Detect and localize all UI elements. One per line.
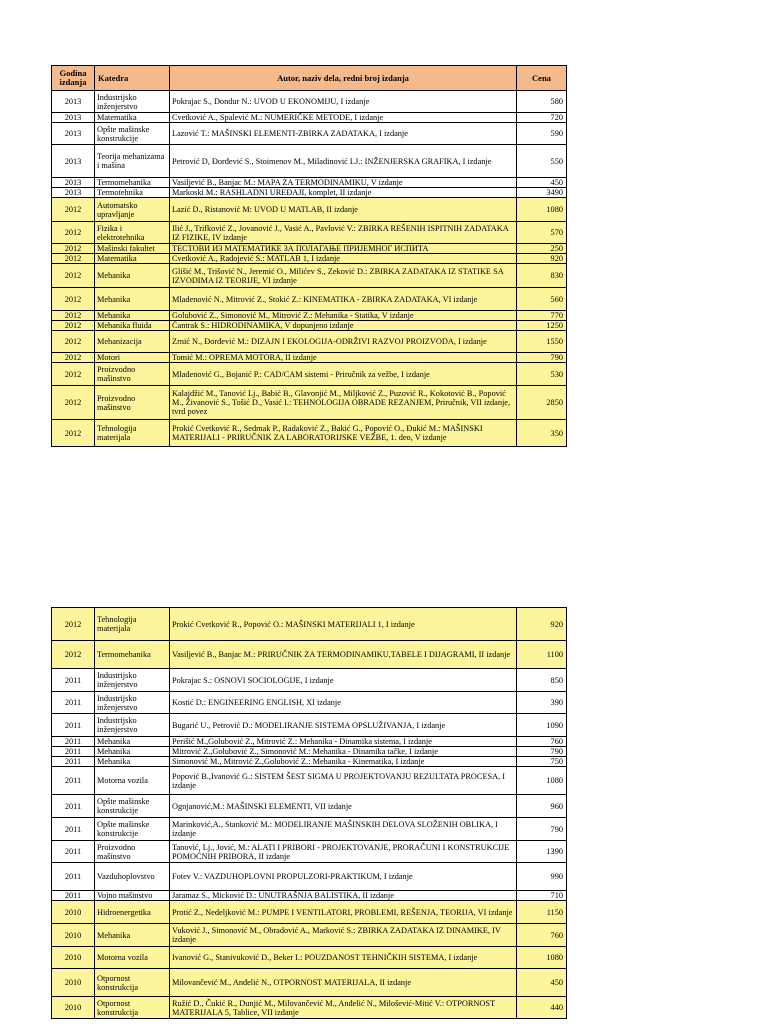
cell-katedra: Industrijsko inženjerstvo xyxy=(95,692,170,714)
cell-author: Kostić D.: ENGINEERING ENGLISH, XI izdanje xyxy=(170,692,517,714)
cell-author: Simonović M., Mitrović Z.,Golubović Z.: Mehanika - Kinematika, I izdanje xyxy=(170,757,517,767)
cell-year: 2010 xyxy=(52,901,95,924)
cell-author: Prokić Cvetković R., Popović O.: MAŠINSKI MATERIJALI 1, I izdanje xyxy=(170,608,517,641)
cell-katedra: Mehanika xyxy=(95,288,170,311)
cell-author: Bugarić U., Petrović D.: MODELIRANJE SISTEMA OPSLUŽIVANJA, I izdanje xyxy=(170,714,517,737)
cell-year: 2012 xyxy=(52,264,95,288)
cell-year: 2013 xyxy=(52,123,95,145)
cell-author: Jaramaz S., Micković D.: UNUTRAŠNJA BALISTIKA, II izdanje xyxy=(170,891,517,901)
cell-price: 1080 xyxy=(517,947,567,969)
cell-price: 2850 xyxy=(517,386,567,420)
cell-author: Mladenović G., Bojanić P.: CAD/CAM sistemi - Priručnik za vežbe, I izdanje xyxy=(170,363,517,386)
cell-price: 530 xyxy=(517,363,567,386)
cell-year: 2012 xyxy=(52,222,95,244)
cell-year: 2012 xyxy=(52,254,95,264)
cell-author: Petrović D, Đorđević S., Stoimenov M., Miladinović LJ.: INŽENJERSKA GRAFIKA, I izdanje xyxy=(170,145,517,178)
table-row xyxy=(52,767,567,795)
cell-price: 790 xyxy=(517,818,567,841)
table-row xyxy=(52,714,567,737)
cell-year: 2013 xyxy=(52,145,95,178)
cell-author: Glišić M., Trišović N., Jeremić O., Milićev S., Zeković D.: ZBIRKA ZADATAKA IZ STATIKE SA IZVODIMA IZ TEORIJE, VI izdanje xyxy=(170,264,517,288)
book-price-table-1 xyxy=(51,65,567,447)
cell-year: 2011 xyxy=(52,714,95,737)
cell-year: 2011 xyxy=(52,818,95,841)
cell-katedra: Otpornost konstrukcija xyxy=(95,997,170,1019)
cell-katedra: Mehanika xyxy=(95,757,170,767)
cell-price: 790 xyxy=(517,747,567,757)
cell-katedra: Mehanika fluida xyxy=(95,321,170,331)
cell-price: 750 xyxy=(517,757,567,767)
cell-author: Protić Z., Nedeljković M.: PUMPE I VENTILATORI, PROBLEMI, REŠENJA, TEORIJA, VI izdanje xyxy=(170,901,517,924)
cell-author: Lazović T.: MAŠINSKI ELEMENTI-ZBIRKA ZADATAKA, I izdanje xyxy=(170,123,517,145)
cell-price: 710 xyxy=(517,891,567,901)
cell-katedra: Proizvodno mašinstvo xyxy=(95,363,170,386)
cell-katedra: Mašinski fakultet xyxy=(95,244,170,254)
cell-price: 350 xyxy=(517,420,567,447)
table-row xyxy=(52,891,567,901)
cell-price: 1100 xyxy=(517,641,567,669)
cell-year: 2010 xyxy=(52,947,95,969)
cell-katedra: Hidroenergetika xyxy=(95,901,170,924)
cell-katedra: Mehanika xyxy=(95,747,170,757)
cell-katedra: Vazduhoplovstvo xyxy=(95,863,170,891)
cell-author: Vuković J., Simonović M., Obradović A., Marković S.: ZBIRKA ZADATAKA IZ DINAMIKE, IV izdanje xyxy=(170,924,517,947)
cell-author: Markoski M.: RASHLADNI UREĐAJI, komplet, II izdanje xyxy=(170,188,517,198)
cell-year: 2010 xyxy=(52,969,95,997)
table-row xyxy=(52,947,567,969)
table-row xyxy=(52,288,567,311)
cell-author: Golubović Z., Simonović M., Mitrović Z.: Mehanika - Statika, V izdanje xyxy=(170,311,517,321)
cell-author: Tomić M.: OPREMA MOTORA, II izdanje xyxy=(170,353,517,363)
cell-katedra: Motorna vozila xyxy=(95,767,170,795)
cell-author: Milovančević M., Anđelić N., OTPORNOST MATERIJALA, II izdanje xyxy=(170,969,517,997)
cell-price: 450 xyxy=(517,969,567,997)
cell-year: 2013 xyxy=(52,188,95,198)
cell-year: 2011 xyxy=(52,795,95,818)
cell-author: Ilić J., Trifković Z., Jovanović J., Vasić A., Pavlović V.: ZBIRKA REŠENIH ISPITNIH ZADATAKA IZ FIZIKE, IV izdanje xyxy=(170,222,517,244)
cell-price: 920 xyxy=(517,254,567,264)
cell-katedra: Proizvodno mašinstvo xyxy=(95,841,170,863)
table-row xyxy=(52,331,567,353)
cell-katedra: Mehanika xyxy=(95,311,170,321)
cell-year: 2011 xyxy=(52,747,95,757)
cell-year: 2012 xyxy=(52,198,95,222)
cell-author: Ružić D., Čukić R., Dunjić M., Milovančević M., Anđelić N., Milošević-Mitić V.: OTPORNOST MATERIJALA 5, Tablice, VII izdanje xyxy=(170,997,517,1019)
cell-year: 2013 xyxy=(52,178,95,188)
cell-price: 760 xyxy=(517,737,567,747)
cell-author: Kalajdžić M., Tanović Lj., Babić B., Glavonjić M., Miljković Z., Puzović R., Kokotović B., Popović M., Živanović S., Tošić D., Vasić I.: TEHNOLOGIJA OBRADE REZANJEM, Priručnik, VII izdanje, tvrd povez xyxy=(170,386,517,420)
cell-katedra: Termomehanika xyxy=(95,178,170,188)
cell-year: 2012 xyxy=(52,311,95,321)
table-row xyxy=(52,353,567,363)
table-row xyxy=(52,91,567,113)
cell-price: 960 xyxy=(517,795,567,818)
cell-author: Tanović, Lj., Jović, M.: ALATI I PRIBORI - PROJEKTOVANJE, PRORAČUNI I KONSTRUKCIJE POMOĆNIH PRIBORA, II izdanje xyxy=(170,841,517,863)
cell-year: 2012 xyxy=(52,321,95,331)
table-row xyxy=(52,188,567,198)
cell-katedra: Tehnologija materijala xyxy=(95,608,170,641)
cell-katedra: Industrijsko inženjerstvo xyxy=(95,669,170,692)
table-row xyxy=(52,924,567,947)
table-row xyxy=(52,997,567,1019)
cell-katedra: Teorija mehanizama i mašina xyxy=(95,145,170,178)
cell-price: 390 xyxy=(517,692,567,714)
cell-katedra: Industrijsko inženjerstvo xyxy=(95,714,170,737)
cell-year: 2012 xyxy=(52,353,95,363)
cell-author: Mladenović N., Mitrović Z., Stokić Z.: KINEMATIKA - ZBIRKA ZADATAKA, VI izdanje xyxy=(170,288,517,311)
table-row xyxy=(52,641,567,669)
cell-price: 550 xyxy=(517,145,567,178)
cell-katedra: Opšte mašinske konstrukcije xyxy=(95,795,170,818)
header-author: Autor, naziv dela, redni broj izdanja xyxy=(170,66,517,91)
cell-year: 2011 xyxy=(52,767,95,795)
cell-katedra: Automatsko upravljanje xyxy=(95,198,170,222)
cell-author: Zrnić N., Đorđević M.: DIZAJN I EKOLOGIJA-ODRŽIVI RAZVOJ PROIZVODA, I izdanje xyxy=(170,331,517,353)
table-row xyxy=(52,386,567,420)
cell-price: 440 xyxy=(517,997,567,1019)
cell-year: 2012 xyxy=(52,420,95,447)
cell-katedra: Tehnologija materijala xyxy=(95,420,170,447)
cell-price: 830 xyxy=(517,264,567,288)
cell-price: 590 xyxy=(517,123,567,145)
table-row xyxy=(52,901,567,924)
cell-year: 2013 xyxy=(52,113,95,123)
cell-year: 2011 xyxy=(52,737,95,747)
table-row xyxy=(52,145,567,178)
cell-price: 1090 xyxy=(517,714,567,737)
cell-katedra: Opšte mašinske konstrukcije xyxy=(95,818,170,841)
cell-author: Vasiljević B., Banjac M.: PRIRUČNIK ZA TERMODINAMIKU,TABELE I DIJAGRAMI, II izdanje xyxy=(170,641,517,669)
cell-katedra: Motorna vozila xyxy=(95,947,170,969)
table-body-2 xyxy=(52,608,567,1019)
table-body-1 xyxy=(52,91,567,447)
cell-author: Fotev V.: VAZDUHOPLOVNI PROPULZORI-PRAKTIKUM, I izdanje xyxy=(170,863,517,891)
header-year: Godina izdanja xyxy=(52,66,95,91)
cell-katedra: Termomehanika xyxy=(95,641,170,669)
cell-price: 720 xyxy=(517,113,567,123)
cell-author: Ognjanović,M.: MAŠINSKI ELEMENTI, VII izdanje xyxy=(170,795,517,818)
cell-price: 1080 xyxy=(517,198,567,222)
cell-year: 2011 xyxy=(52,757,95,767)
cell-price: 1390 xyxy=(517,841,567,863)
cell-price: 1080 xyxy=(517,767,567,795)
cell-katedra: Fizika i elektrotehnika xyxy=(95,222,170,244)
cell-katedra: Mehanizacija xyxy=(95,331,170,353)
header-price: Cena xyxy=(517,66,567,91)
cell-katedra: Mehanika xyxy=(95,264,170,288)
table-row xyxy=(52,178,567,188)
book-price-table-2 xyxy=(51,607,567,1019)
cell-katedra: Matematika xyxy=(95,113,170,123)
table-row xyxy=(52,244,567,254)
table-row xyxy=(52,113,567,123)
table-row xyxy=(52,669,567,692)
table-row xyxy=(52,420,567,447)
cell-price: 250 xyxy=(517,244,567,254)
cell-katedra: Otpornost konstrukcija xyxy=(95,969,170,997)
cell-author: Lazić D., Ristanović M: UVOD U MATLAB, II izdanje xyxy=(170,198,517,222)
cell-year: 2012 xyxy=(52,363,95,386)
cell-author: Ivanović G., Stanivuković D., Beker I.: POUZDANOST TEHNIČKIH SISTEMA, I izdanje xyxy=(170,947,517,969)
cell-price: 580 xyxy=(517,91,567,113)
cell-price: 450 xyxy=(517,178,567,188)
cell-katedra: Motori xyxy=(95,353,170,363)
cell-katedra: Opšte mašinske konstrukcije xyxy=(95,123,170,145)
header-katedra: Katedra xyxy=(95,66,170,91)
cell-author: Popović B.,Ivanović G.: SISTEM ŠEST SIGMA U PROJEKTOVANJU REZULTATA PROCESA, I izdanje xyxy=(170,767,517,795)
table-row xyxy=(52,818,567,841)
cell-year: 2010 xyxy=(52,997,95,1019)
cell-author: Cvetković A., Spalević M.: NUMERIČKE METODE, I izdanje xyxy=(170,113,517,123)
cell-year: 2012 xyxy=(52,331,95,353)
cell-author: Prokić Cvetković R., Sedmak P., Radaković Z., Bakić G., Popović O., Đukić M.: MAŠINSKI MATERIJALI - PRIRUČNIK ZA LABORATORIJSKE VEŽBE, 1. deo, V izdanje xyxy=(170,420,517,447)
cell-katedra: Mehanika xyxy=(95,924,170,947)
table-row xyxy=(52,692,567,714)
table-row xyxy=(52,863,567,891)
cell-katedra: Vojno mašinstvo xyxy=(95,891,170,901)
cell-author: ТЕСТОВИ ИЗ МАТЕМАТИКЕ ЗА ПОЛАГАЊЕ ПРИЈЕМНОГ ИСПИТА xyxy=(170,244,517,254)
cell-katedra: Matematika xyxy=(95,254,170,264)
table-row xyxy=(52,747,567,757)
cell-author: Pokrajac S., Dondur N.: UVOD U EKONOMIJU, I izdanje xyxy=(170,91,517,113)
cell-katedra: Mehanika xyxy=(95,737,170,747)
cell-author: Vasiljević B., Banjac M.: MAPA ZA TERMODINAMIKU, V izdanje xyxy=(170,178,517,188)
cell-year: 2011 xyxy=(52,891,95,901)
cell-price: 1550 xyxy=(517,331,567,353)
cell-price: 790 xyxy=(517,353,567,363)
cell-year: 2012 xyxy=(52,244,95,254)
cell-price: 1150 xyxy=(517,901,567,924)
cell-author: Pokrajac S.: OSNOVI SOCIOLOGIJE, I izdanje xyxy=(170,669,517,692)
cell-price: 990 xyxy=(517,863,567,891)
table-row xyxy=(52,363,567,386)
cell-year: 2010 xyxy=(52,924,95,947)
cell-author: Mitrović Z.,Golubović Z., Simonović M.: Mehanika - Dinamika tačke, I izdanje xyxy=(170,747,517,757)
cell-author: Cvetković A., Radojević S.: MATLAB 1, I izdanje xyxy=(170,254,517,264)
cell-katedra: Proizvodno mašinstvo xyxy=(95,386,170,420)
table-row xyxy=(52,254,567,264)
table-row xyxy=(52,757,567,767)
table-row xyxy=(52,123,567,145)
cell-year: 2012 xyxy=(52,608,95,641)
cell-year: 2011 xyxy=(52,863,95,891)
cell-katedra: Industrijsko inženjerstvo xyxy=(95,91,170,113)
cell-year: 2011 xyxy=(52,669,95,692)
table-row xyxy=(52,222,567,244)
cell-year: 2013 xyxy=(52,91,95,113)
cell-year: 2012 xyxy=(52,386,95,420)
cell-price: 760 xyxy=(517,924,567,947)
cell-year: 2012 xyxy=(52,288,95,311)
cell-author: Perišić M.,Golubović Z., Mitrović Z.: Mehanika - Dinamika sistema, I izdanje xyxy=(170,737,517,747)
cell-price: 560 xyxy=(517,288,567,311)
cell-price: 3490 xyxy=(517,188,567,198)
cell-price: 1250 xyxy=(517,321,567,331)
table-row xyxy=(52,969,567,997)
table-row xyxy=(52,795,567,818)
cell-price: 570 xyxy=(517,222,567,244)
table-header-row xyxy=(52,66,567,91)
cell-year: 2011 xyxy=(52,841,95,863)
cell-author: Ćantrak S.: HIDRODINAMIKA, V dopunjeno izdanje xyxy=(170,321,517,331)
table-row xyxy=(52,198,567,222)
cell-price: 850 xyxy=(517,669,567,692)
table-row xyxy=(52,608,567,641)
table-row xyxy=(52,737,567,747)
cell-price: 920 xyxy=(517,608,567,641)
table-row xyxy=(52,841,567,863)
table-row xyxy=(52,311,567,321)
table-row xyxy=(52,321,567,331)
table-row xyxy=(52,264,567,288)
cell-price: 770 xyxy=(517,311,567,321)
cell-year: 2012 xyxy=(52,641,95,669)
cell-katedra: Termotehnika xyxy=(95,188,170,198)
cell-year: 2011 xyxy=(52,692,95,714)
cell-author: Marinković,A., Stanković M.: MODELIRANJE MAŠINSKIH DELOVA SLOŽENIH OBLIKA, I izdanje xyxy=(170,818,517,841)
